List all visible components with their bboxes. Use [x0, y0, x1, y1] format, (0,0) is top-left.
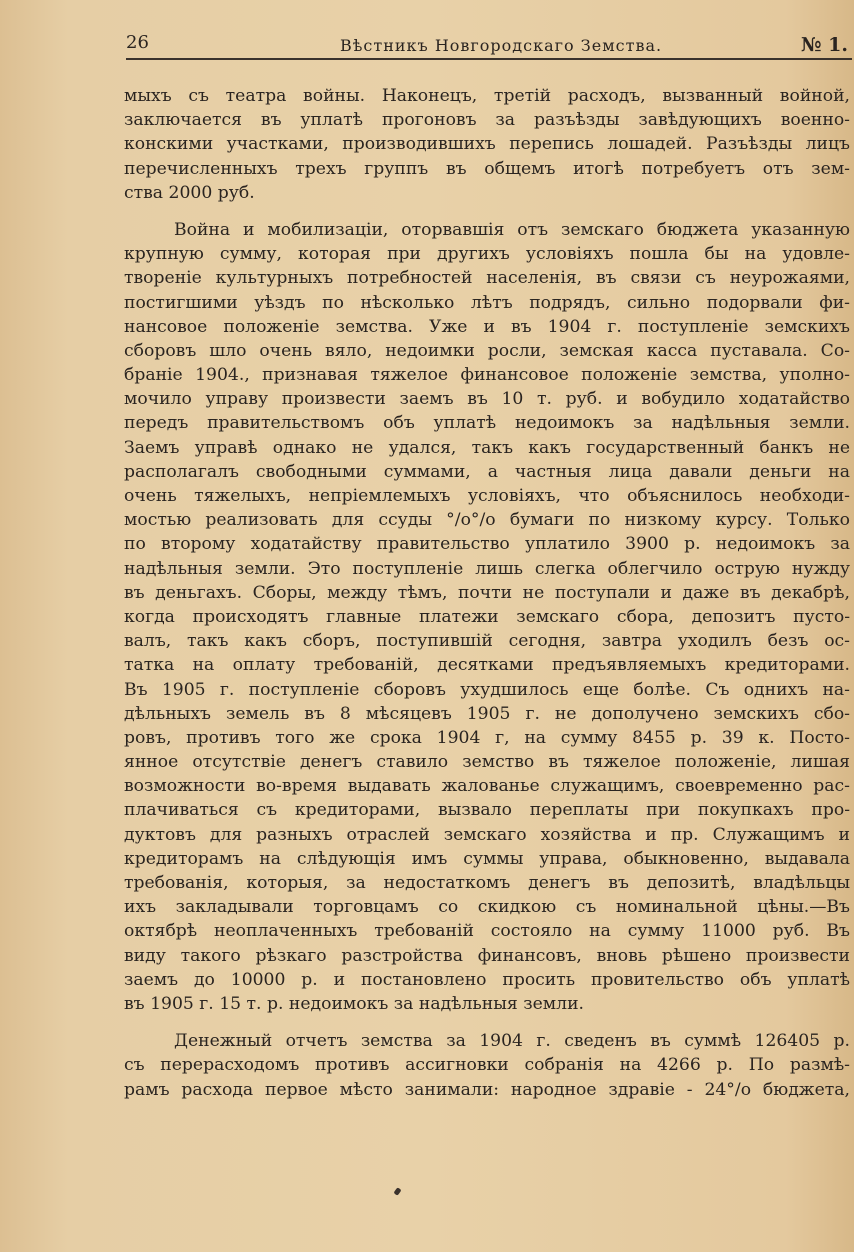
- page-number: 26: [126, 32, 149, 53]
- text-line: кредиторамъ на слѣдующія имъ суммы управа, обыкновенно, выдавала: [124, 848, 850, 869]
- text-line: ихъ закладывали торговцамъ со скидкою съ номинальной цѣны.—Въ: [124, 897, 850, 918]
- text-line: заемъ до 10000 р. и постановлено просить провительство объ уплатѣ: [124, 969, 850, 990]
- text-line: крупную сумму, которая при другихъ условіяхъ пошла бы на удовле-: [124, 244, 850, 265]
- running-title: Вѣстникъ Новгородскаго Земства.: [340, 36, 663, 55]
- text-line: виду такого рѣзкаго разстройства финансовъ, вновь рѣшено произвести: [124, 945, 850, 966]
- page-header: [126, 30, 852, 60]
- text-line: надѣльныя земли. Это поступленіе лишь слегка облегчило острую нужду: [124, 558, 850, 579]
- text-line: Въ 1905 г. поступленіе сборовъ ухудшилось еще болѣе. Съ однихъ на-: [124, 679, 850, 700]
- text-line: плачиваться съ кредиторами, вызвало переплаты при покупкахъ про-: [124, 800, 850, 821]
- text-line: ства 2000 руб.: [124, 182, 255, 203]
- text-line: нансовое положеніе земства. Уже и въ 1904 г. поступленіе земскихъ: [124, 316, 850, 337]
- paragraph-1: [124, 84, 850, 205]
- text-line: татка на оплату требованій, десятками предъявляемыхъ кредиторами.: [124, 655, 850, 676]
- text-line: въ 1905 г. 15 т. р. недоимокъ за надѣльныя земли.: [124, 993, 584, 1014]
- text-line: мочило управу произвести заемъ въ 10 т. руб. и вобудило ходатайство: [124, 389, 850, 410]
- text-line: янное отсутствіе денегъ ставило земство въ тяжелое положеніе, лишая: [124, 752, 850, 773]
- text-line: въ деньгахъ. Сборы, между тѣмъ, почти не поступали и даже въ декабрѣ,: [124, 582, 850, 603]
- text-line: конскими участками, производившихъ перепись лошадей. Разъѣзды лицъ: [124, 134, 850, 155]
- paragraph-3: [124, 1029, 850, 1102]
- ink-speck: [393, 1187, 401, 1196]
- text-line: октябрѣ неоплаченныхъ требованій состояло на сумму 11000 руб. Въ: [124, 921, 850, 942]
- text-line: когда происходятъ главные платежи земскаго сбора, депозитъ пусто-: [124, 606, 850, 627]
- issue-number: № 1.: [800, 34, 848, 56]
- text-line: Заемъ управѣ однако не удался, такъ какъ государственный банкъ не: [124, 437, 850, 458]
- text-line: мыхъ съ театра войны. Наконецъ, третій расходъ, вызванный войной,: [124, 86, 850, 106]
- text-line: возможности во-время выдавать жалованье служащимъ, своевременно рас-: [124, 776, 850, 797]
- text-line: по второму ходатайству правительство уплатило 3900 р. недоимокъ за: [124, 534, 850, 555]
- text-line: дуктовъ для разныхъ отраслей земскаго хозяйства и пр. Служащимъ и: [124, 824, 850, 845]
- text-line: располагалъ свободными суммами, а частныя лица давали деньги на: [124, 461, 850, 482]
- text-line: мостью реализовать для ссуды °/о°/о бумаги по низкому курсу. Только: [124, 510, 850, 531]
- text-line: очень тяжелыхъ, непріемлемыхъ условіяхъ, что объяснилось необходи-: [124, 486, 850, 506]
- text-line: перечисленныхъ трехъ группъ въ общемъ итогѣ потребуетъ отъ зем-: [124, 158, 850, 179]
- paragraph-2: [124, 218, 850, 1016]
- text-line: рамъ расхода первое мѣсто занимали: народное здравіе - 24°/о бюджета,: [124, 1079, 850, 1100]
- text-line: съ перерасходомъ противъ ассигновки собранія на 4266 р. По размѣ-: [124, 1055, 850, 1076]
- text-line: твореніе культурныхъ потребностей населенія, въ связи съ неурожаями,: [124, 268, 850, 289]
- body-text: [124, 84, 850, 1115]
- text-line: заключается въ уплатѣ прогоновъ за разъѣзды завѣдующихъ военно-: [124, 110, 850, 131]
- text-line: браніе 1904., признавая тяжелое финансовое положеніе земства, уполно-: [124, 365, 850, 386]
- text-line: валъ, такъ какъ сборъ, поступившій сегодня, завтра уходилъ безъ ос-: [124, 631, 850, 652]
- text-line: Война и мобилизаціи, оторвавшія отъ земскаго бюджета указанную: [174, 219, 850, 240]
- text-line: сборовъ шло очень вяло, недоимки росли, земская касса пуставала. Со-: [124, 340, 850, 361]
- text-line: дѣльныхъ земель въ 8 мѣсяцевъ 1905 г. не дополучено земскихъ сбо-: [124, 703, 850, 724]
- text-line: передъ правительствомъ объ уплатѣ недоимокъ за надѣльныя земли.: [124, 413, 850, 434]
- text-line: Денежный отчетъ земства за 1904 г. сведенъ въ суммѣ 126405 р.: [174, 1031, 850, 1052]
- text-line: требованія, которыя, за недостаткомъ денегъ въ депозитѣ, владѣльцы: [124, 873, 850, 893]
- text-line: ровъ, противъ того же срока 1904 г, на сумму 8455 р. 39 к. Посто-: [124, 727, 850, 748]
- text-line: постигшими уѣздъ по нѣсколько лѣтъ подрядъ, сильно подорвали фи-: [124, 292, 850, 313]
